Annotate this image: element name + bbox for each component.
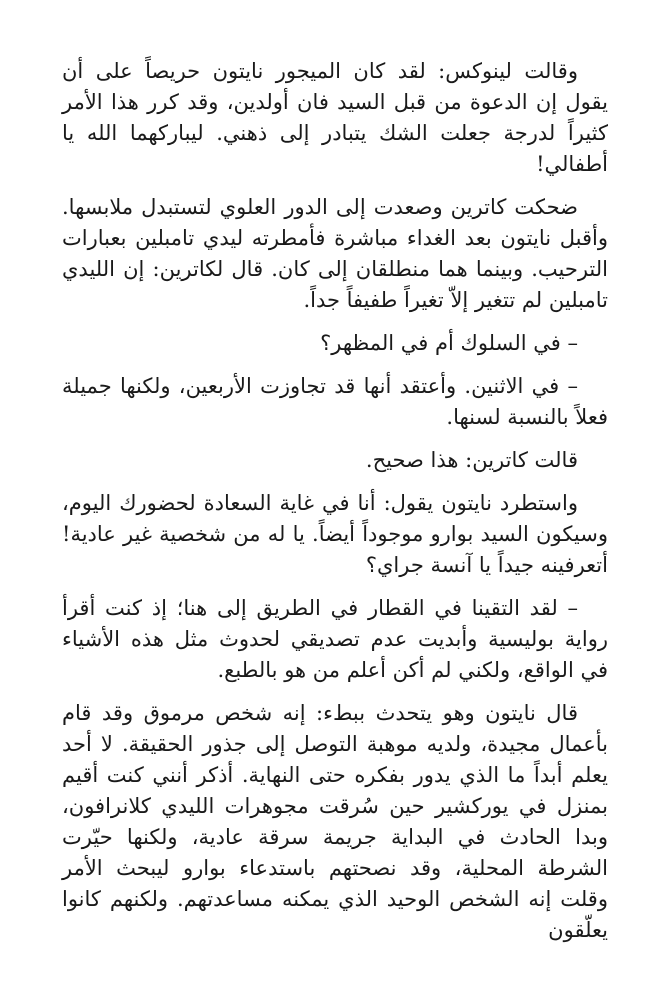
- paragraph-2: ضحكت كاترين وصعدت إلى الدور العلوي لتستبدل ملابسها. وأقبل نايتون بعد الغداء مباشرة فأمطرته ليدي تامبلين بعبارات الترحيب. وبينما هما منطلقان إلى كان. قال لكاترين: إن الليدي تامبلين لم تتغير إلاّ تغيراً طفيفاً جداً.: [62, 195, 608, 312]
- paragraph-7: – لقد التقينا في القطار في الطريق إلى هنا؛ إذ كنت أقرأ رواية بوليسية وأبديت عدم تصديقي لحدوث مثل هذه الأشياء في الواقع، ولكني لم أكن أعلم من هو بالطبع.: [62, 596, 608, 682]
- paragraph-3: – في السلوك أم في المظهر؟: [320, 331, 578, 355]
- paragraph-5: قالت كاترين: هذا صحيح.: [365, 448, 578, 472]
- paragraph-8: قال نايتون وهو يتحدث ببطء: إنه شخص مرموق وقد قام بأعمال مجيدة، ولديه موهبة التوصل إلى جذور الحقيقة. لا أحد يعلم أبداً ما الذي يدور بفكره حتى النهاية. أذكر أنني كنت أقيم بمنزل في يوركشير حين سُرقت مجوهرات الليدي كلانرافون، وبدا الحادث في البداية جريمة سرقة عادية، ولكنها حيّرت الشرطة المحلية، وقد نصحتهم باستدعاء بوارو ليبحث الأمر وقلت إنه الشخص الوحيد الذي يمكنه مساعدتهم. ولكنهم كانوا يعلّقون: [62, 701, 608, 942]
- paragraph-6: واستطرد نايتون يقول: أنا في غاية السعادة لحضورك اليوم، وسيكون السيد بوارو موجوداً أيضاً. يا له من شخصية غير عادية! أتعرفينه جيداً يا آنسة جراي؟: [62, 491, 608, 577]
- paragraph-1: وقالت لينوكس: لقد كان الميجور نايتون حريصاً على أن يقول إن الدعوة من قبل السيد فان أولدين، وقد كرر هذا الأمر كثيراً لدرجة جعلت الشك يتبادر إلى ذهني. ليباركهما الله يا أطفالي!: [62, 59, 608, 176]
- paragraph-4: – في الاثنين. وأعتقد أنها قد تجاوزت الأربعين، ولكنها جميلة فعلاً بالنسبة لسنها.: [62, 374, 608, 429]
